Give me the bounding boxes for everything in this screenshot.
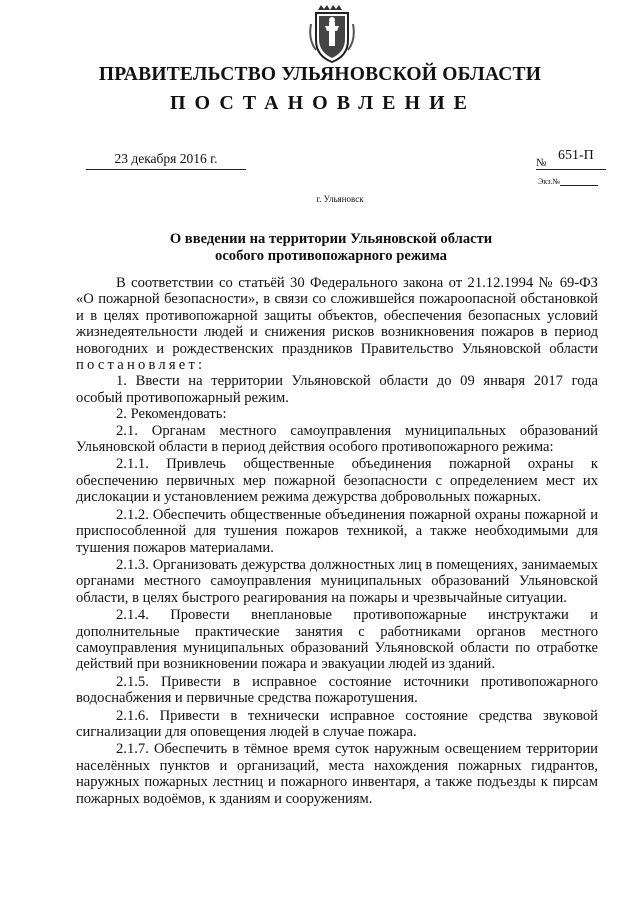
paragraph-2-1-4: 2.1.4. Провести внеплановые противопожарные инструктажи и дополнительные практические занятия с работниками органов местного самоуправления муниципальных образований Ульяновской области по отработке действий при возникновении пожара и эвакуации людей из зданий. — [76, 607, 598, 673]
paragraph-2-1-2: 2.1.2. Обеспечить общественные объединения пожарной охраны пожарной и приспособленной для тушения пожаров техникой, а также необходимыми для тушения пожаров материалами. — [76, 506, 598, 556]
copy-number-blank — [560, 185, 598, 186]
title-line-1: О введении на территории Ульяновской области — [169, 231, 493, 247]
intro-text: В соответствии со статьёй 30 Федерального закона от 21.12.1994 № 69-ФЗ «О пожарной безопасности», в связи со сложившейся пожароопасной обстановкой и в целях противопожарной защиты объектов, обеспечения безопасных условий жизнедеятельности людей и снижения рисков возникновения пожаров в период новогодних и рождественских праздников Правительство Ульяновской области — [76, 275, 598, 357]
document-type: ПОСТАНОВЛЕНИЕ — [170, 92, 476, 114]
number-sign: № — [536, 157, 547, 169]
document-date: 23 декабря 2016 г. — [86, 151, 246, 170]
document-number-field — [536, 148, 606, 170]
paragraph-1: 1. Ввести на территории Ульяновской области до 09 января 2017 года особый противопожарный режим. — [76, 373, 598, 406]
government-name: ПРАВИТЕЛЬСТВО УЛЬЯНОВСКОЙ ОБЛАСТИ — [98, 64, 542, 85]
document-number: 651-П — [558, 148, 594, 163]
title-line-2: особого противопожарного режима — [215, 248, 447, 264]
city: г. Ульяновск — [316, 194, 364, 204]
intro-paragraph — [76, 275, 598, 373]
coat-of-arms-emblem — [307, 4, 357, 64]
paragraph-2-1-7: 2.1.7. Обеспечить в тёмное время суток наружным освещением территории населённых пунктов и организаций, места нахождения пожарных гидрантов, наружных пожарных лестниц и пожарного инвентаря, а также подъезды к пирсам пожарных водоёмов, к зданиям и сооружениям. — [76, 741, 598, 807]
paragraph-2-1-3: 2.1.3. Организовать дежурства должностных лиц в помещениях, занимаемых органами местного самоуправления муниципальных образований Ульяновской области, в целях быстрого реагирования на пожары и чрезвычайные ситуации. — [76, 556, 598, 606]
paragraph-2-1-1: 2.1.1. Привлечь общественные объединения пожарной охраны к обеспечению первичных мер пожарной безопасности с определением мест их дислокации и установлением режима дежурства добровольных пожарных. — [76, 456, 598, 506]
paragraph-2: 2. Рекомендовать: — [116, 406, 227, 423]
paragraph-2-1-5: 2.1.5. Привести в исправное состояние источники противопожарного водоснабжения и первичные средства пожаротушения. — [76, 673, 598, 707]
paragraph-2-1: 2.1. Органам местного самоуправления муниципальных образований Ульяновской области в период действия особого противопожарного режима: — [76, 422, 598, 456]
resolves-word: постановляет: — [76, 357, 206, 374]
copy-label: Экз.№ — [538, 177, 560, 186]
paragraph-2-1-6: 2.1.6. Привести в технически исправное состояние средства звуковой сигнализации для оповещения людей в случае пожара. — [76, 707, 598, 740]
document-body — [76, 275, 598, 807]
document-title — [0, 231, 640, 265]
copy-number-field — [538, 177, 598, 186]
